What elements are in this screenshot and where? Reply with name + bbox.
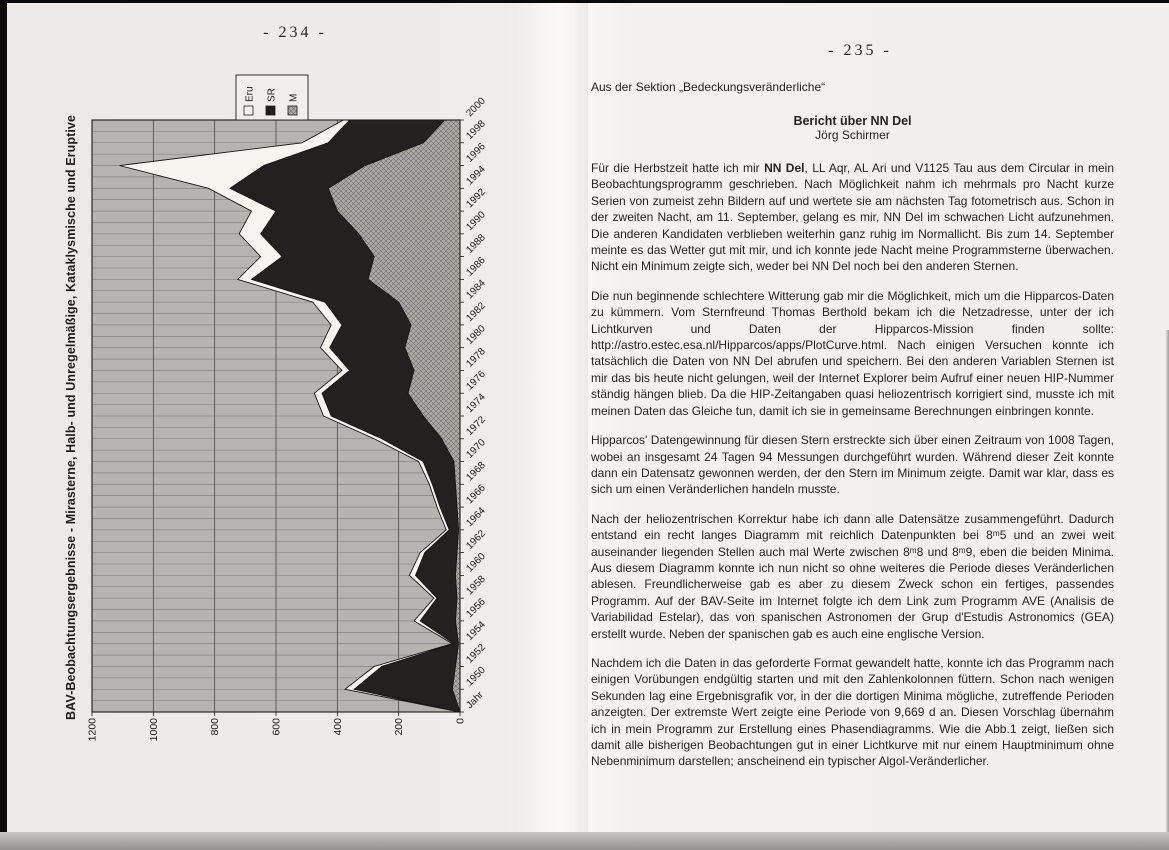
svg-text:1952: 1952 bbox=[464, 642, 488, 666]
report-author: Jörg Schirmer bbox=[815, 128, 890, 142]
svg-text:400: 400 bbox=[331, 718, 344, 736]
x-axis bbox=[460, 95, 488, 712]
svg-text:1972: 1972 bbox=[464, 414, 488, 438]
svg-text:1966: 1966 bbox=[464, 482, 488, 507]
svg-text:1964: 1964 bbox=[464, 505, 488, 529]
svg-text:2000: 2000 bbox=[464, 95, 488, 120]
svg-text:1998: 1998 bbox=[464, 118, 488, 142]
paragraph: Die nun beginnende schlechtere Witterung gab mir die Möglichkeit, mich um die Hipparcos-Daten zu kümmern. Vom Sternfreund Thomas Berthold bekam ich die Netzadresse, unter der ich Lichtkurven und Daten der Hipparcos-Mission finden sollte: http://astro.estec.esa.nl/Hipparcos/apps/PlotCurve.html. Nach einigen Versuchen konnte ich tatsächlich die Daten von NN Del abrufen und speichern. Bei den anderen Variablen Sternen ist mir das bis heute nicht gelungen, weil der Internet Explorer beim Aufruf einer neuen HIP-Nummer ständig hängen blieb. Da die HIP-Zeitangaben quasi heliozentrisch korrigiert sind, musste ich mit meinen Daten das Gleiche tun, damit ich sie in gemeinsame Berechnungen einbringen konnte. bbox=[591, 288, 1114, 418]
paragraph: Nach der heliozentrischen Korrektur habe ich dann alle Datensätze zusammengeführt. Dadurch entstand ein recht langes Diagramm mit reichlich Datenpunkten bei 8ᵐ5 und an zwei weit auseinander liegenden Stellen auch mal Werte zwischen 8ᵐ8 und 8ᵐ9, eben die beiden Minima. Aus diesem Diagramm konnte ich nun nicht so ohne weiteres die Periode dieses Veränderlichen ablesen. Freundlicherweise gab es aber zu diesem Zweck schon ein fertiges, passendes Programm. Auf der BAV-Seite im Internet folgte ich dem Link zum Programm AVE (Analisis de Variabilidad Estelar), das von spanischen Astronomen der Grup d'Estudis Astronomics (GEA) erstellt wurde. Neben der spanischen gab es auch eine englische Version. bbox=[591, 511, 1114, 641]
svg-text:200: 200 bbox=[393, 718, 406, 736]
svg-text:1988: 1988 bbox=[464, 232, 488, 256]
bav-area-chart-mount bbox=[86, 74, 516, 746]
svg-text:Jahr: Jahr bbox=[464, 689, 486, 712]
legend-label-m: M bbox=[288, 93, 300, 102]
rotated-chart-container bbox=[64, 74, 516, 746]
svg-text:1958: 1958 bbox=[464, 573, 488, 598]
chart-legend bbox=[236, 75, 308, 120]
report-title: Bericht über NN Del bbox=[793, 114, 912, 128]
legend-label-eru: Eru bbox=[244, 86, 256, 102]
svg-text:1992: 1992 bbox=[464, 186, 488, 211]
scan-bottom-edge bbox=[0, 832, 1169, 850]
svg-text:1996: 1996 bbox=[464, 141, 488, 165]
svg-text:1954: 1954 bbox=[464, 619, 488, 643]
svg-text:1968: 1968 bbox=[464, 459, 488, 484]
svg-text:1978: 1978 bbox=[464, 346, 488, 370]
bav-area-chart bbox=[86, 74, 516, 746]
paragraph: Nachdem ich die Daten in das geforderte Format gewandelt hatte, konnte ich das Programm nach einigen Vorübungen endgültig starten und mit den Zahlenkolonnen füttern. Schon nach wenigen Sekunden lag eine Ergebnisgrafik vor, in der die dortigen Minima mögliche, zutreffende Perioden anzeigten. Der extremste Wert zeigte eine Periode von 9,669 d an. Diesen Vorschlag übernahm ich in mein Programm zur Erstellung eines Phasendiagramms. Wie die Abb.1 zeigt, ließen sich damit alle bisherigen Beobachtungen gut in einer Lichtkurve mit nur einem Hauptminimum ohne Nebenminimum darstellen; anscheinend ein typischer Algol-Veränderlicher. bbox=[591, 655, 1114, 769]
section-line: Aus der Sektion „Bedeckungsveränderliche“ bbox=[591, 80, 826, 94]
legend-swatch-m bbox=[288, 106, 297, 115]
page-number-left: - 234 - bbox=[263, 24, 327, 41]
svg-text:1990: 1990 bbox=[464, 209, 488, 233]
svg-text:1000: 1000 bbox=[147, 718, 160, 742]
chart-title: BAV-Beobachtungsergebnisse - Mirasterne, Halb- und Unregelmäßige, Kataklysmische und Eruptive bbox=[64, 114, 78, 720]
svg-text:1986: 1986 bbox=[464, 254, 488, 279]
svg-text:1994: 1994 bbox=[464, 163, 488, 188]
svg-text:1962: 1962 bbox=[464, 528, 488, 552]
paragraph: Hipparcos' Datengewinnung für diesen Stern erstreckte sich über einen Zeitraum von 1008 Tagen, wobei an insgesamt 24 Tagen 94 Messungen durchgeführt wurden. Während dieser Zeit konnte dann ein Datensatz gewonnen werden, der den Stern im Minimum zeigte. Damit war klar, dass es sich um einen Veränderlichen handeln musste. bbox=[591, 433, 1114, 497]
legend-swatch-eru bbox=[244, 106, 253, 115]
svg-text:1974: 1974 bbox=[464, 391, 488, 416]
scan-right-edge-shadow bbox=[1165, 330, 1169, 832]
svg-text:0: 0 bbox=[454, 718, 467, 724]
svg-text:1956: 1956 bbox=[464, 596, 488, 621]
svg-text:800: 800 bbox=[209, 718, 222, 736]
svg-text:1976: 1976 bbox=[464, 368, 488, 393]
page-number-right: - 235 - bbox=[828, 42, 892, 59]
paragraph: Für die Herbstzeit hatte ich mir NN Del, LL Aqr, AL Ari und V1125 Tau aus dem Circular in mein Beobachtungsprogramm geschrieben. Nach Möglichkeit nahm ich mehrmals pro Nacht kurze Serien von zumeist zehn Bildern auf und wertete sie am nächsten Tag fotometrisch aus. Schon in der zweiten Nacht, am 11. September, gelang es mir, NN Del im schwachen Licht aufzunehmen. Die anderen Kandidaten verblieben weiterhin ganz ruhig im Normallicht. Bis zum 14. September meinte es das Wetter gut mit mir, und ich konnte jede Nacht meine Programmsterne überwachen. Nicht ein Minimum zeigte sich, weder bei NN Del noch bei den anderen Sternen. bbox=[591, 161, 1115, 274]
svg-text:1950: 1950 bbox=[464, 664, 488, 689]
svg-text:1984: 1984 bbox=[464, 277, 488, 302]
svg-text:1970: 1970 bbox=[464, 437, 488, 461]
svg-text:600: 600 bbox=[270, 718, 283, 736]
legend-swatch-sr bbox=[266, 106, 275, 115]
svg-text:1980: 1980 bbox=[464, 323, 488, 347]
legend-label-sr: SR bbox=[266, 88, 278, 102]
svg-text:1960: 1960 bbox=[464, 550, 488, 575]
svg-text:1200: 1200 bbox=[86, 718, 99, 742]
article bbox=[591, 80, 1114, 783]
svg-text:1982: 1982 bbox=[464, 300, 488, 325]
y-axis bbox=[87, 712, 467, 741]
article-paragraphs bbox=[591, 160, 1114, 770]
